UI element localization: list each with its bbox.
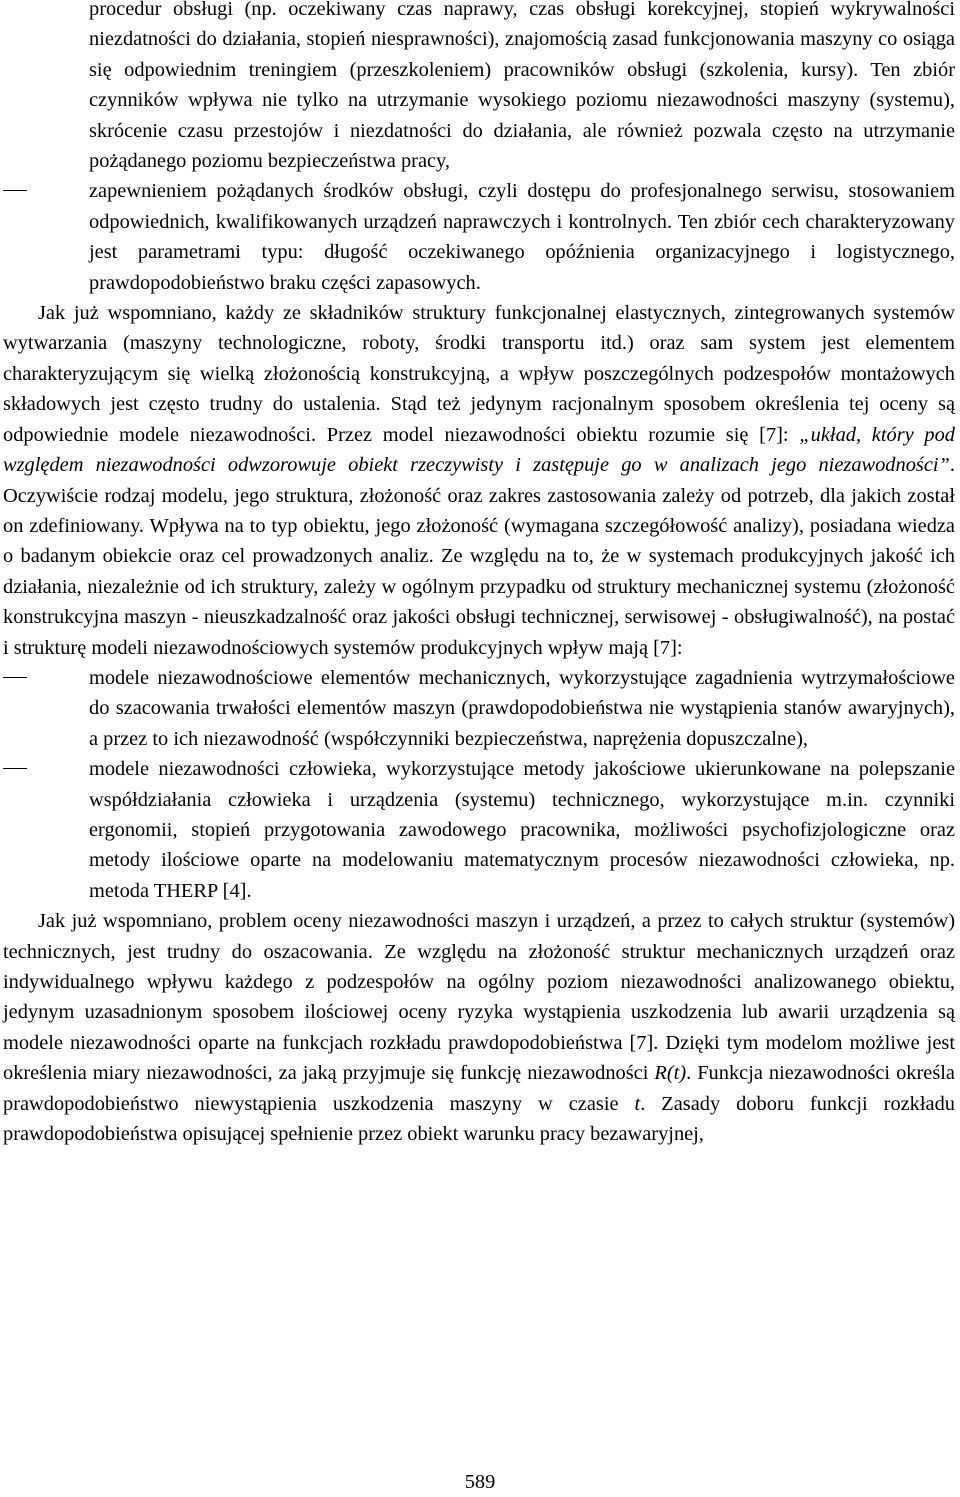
math-rt: R(t) [654, 1062, 687, 1085]
dash-bullet-icon [3, 768, 27, 769]
dash-bullet-icon [3, 677, 27, 678]
paragraph-continued: procedur obsługi (np. oczekiwany czas naprawy, czas obsługi korekcyjnej, stopień wykrywalności niezdatności do działania, stopień niesprawności), znajomością zasad funkcjonowania maszyny co osiąga się odpowiednim treningiem (przeszkoleniem) pracowników obsługi (szkolenia, kursy). Ten zbiór czynników wpływa nie tylko na utrzymanie wysokiego poziomu niezawodności maszyny (systemu), skrócenie czasu przestojów i niezdatności do działania, ale również pozwala często na utrzymanie pożądanego poziomu bezpieczeństwa pracy, [89, 0, 955, 173]
list-item [3, 663, 955, 754]
math-t: t [634, 1092, 641, 1115]
page-number: 589 [464, 1471, 496, 1493]
list-item-text: modele niezawodnościowe elementów mechanicznych, wykorzystujące zagadnienia wytrzymałościowe do szacowania trwałości elementów maszyn (prawdopodobieństwa nie wystąpienia stanów awaryjnych), a przez to ich niezawodność (współczynniki bezpieczeństwa, naprężenia dopuszczalne), [89, 666, 955, 750]
paragraph: Jak już wspomniano, każdy ze składników struktury funkcjonalnej elastycznych, zintegrowanych systemów wytwarzania (maszyny technologiczne, roboty, środki transportu itd.) oraz sam system jest elementem charakteryzującym się wielką złożonością konstrukcyjną, a wpływ poszczególnych podzespołów montażowych składowych jest często trudny do ustalenia. Stąd też jedynym racjonalnym sposobem określenia tej oceny są odpowiednie modele niezawodności. Przez model niezawodności obiektu rozumie się [7]: „układ, który pod względem niezawodności odwzorowuje obiekt rzeczywisty i zastępuje go w analizach jego niezawodności”. Oczywiście rodzaj modelu, jego struktura, złożoność oraz zakres zastosowania zależy od potrzeb, dla jakich został on zdefiniowany. Wpływa na to typ obiektu, jego złożoność (wymagana szczegółowość analizy), posiadana wiedza o badanym obiekcie oraz cel prowadzonych analiz. Ze względu na to, że w systemach produkcyjnych jakość ich działania, niezależnie od ich struktury, zależy w ogólnym przypadku od struktury mechanicznej systemu (złożoność konstrukcyjna maszyn - nieuszkadzalność oraz jakości obsługi technicznej, serwisowej - obsługiwalność), na postać i strukturę modeli niezawodnościowych systemów produkcyjnych wpływ mają [7]: [3, 302, 955, 659]
list-item [3, 176, 955, 298]
paragraph: Jak już wspomniano, problem oceny niezawodności maszyn i urządzeń, a przez to całych struktur (systemów) technicznych, jest trudny do oszacowania. Ze względu na złożoność struktur mechanicznych urządzeń oraz indywidualnego wpływu każdego z podzespołów na ogólny poziom niezawodności analizowanego obiektu, jedynym uzasadnionym sposobem ilościowej oceny ryzyka wystąpienia uszkodzenia lub awarii urządzenia są modele niezawodności oparte na funkcjach rozkładu prawdopodobieństwa [7]. Dzięki tym modelom możliwe jest określenia miary niezawodności, za jaką przyjmuje się funkcję niezawodności R(t). Funkcja niezawodności określa prawdopodobieństwo niewystąpienia uszkodzenia maszyny w czasie t. Zasady doboru funkcji rozkładu prawdopodobieństwa opisującej spełnienie przez obiekt warunku pracy bezawaryjnej, [3, 910, 955, 1146]
body-text [3, 0, 955, 1149]
list-item [3, 754, 955, 906]
dash-bullet-icon [3, 190, 27, 191]
list-item-text: zapewnieniem pożądanych środków obsługi, czyli dostępu do profesjonalnego serwisu, stosowaniem odpowiednich, kwalifikowanych urządzeń naprawczych i kontrolnych. Ten zbiór cech charakteryzowany jest parametrami typu: długość oczekiwanego opóźnienia organizacyjnego i logistycznego, prawdopodobieństwo braku części zapasowych. [89, 180, 955, 294]
quote-definition: „układ, który pod względem niezawodności odwzorowuje obiekt rzeczywisty i zastępuje go w analizach jego niezawodności” [3, 423, 955, 477]
list-item-text: modele niezawodności człowieka, wykorzystujące metody jakościowe ukierunkowane na polepszanie współdziałania człowieka i urządzenia (systemu) technicznego, wykorzystujące m.in. czynniki ergonomii, stopień przygotowania zawodowego pracownika, możliwości psychofizjologiczne oraz metody ilościowe oparte na modelowaniu matematycznym procesów niezawodności człowieka, np. metoda THERP [4]. [89, 758, 955, 902]
